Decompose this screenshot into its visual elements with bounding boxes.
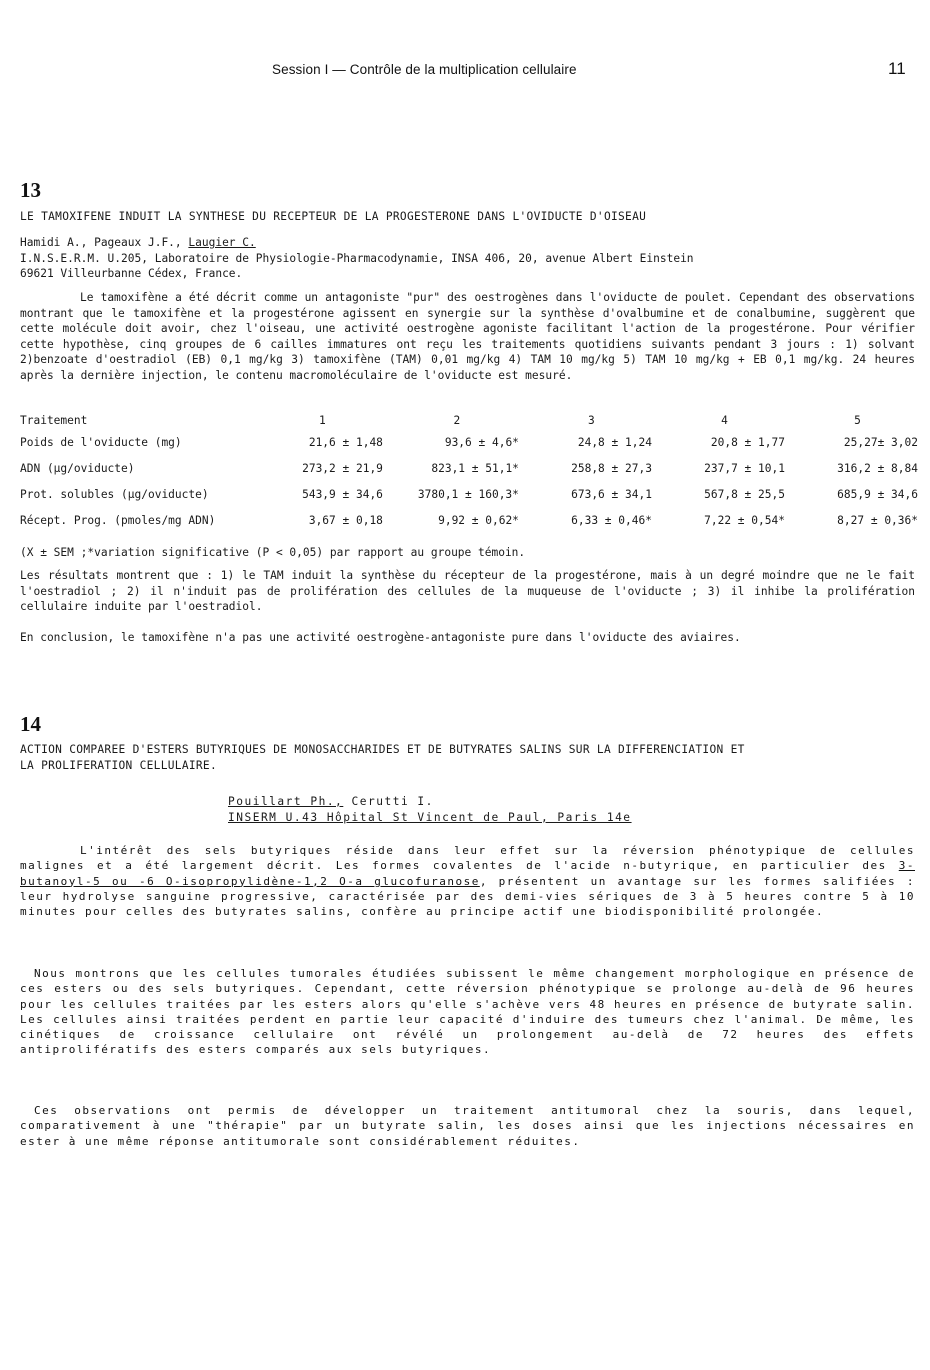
row-label: Poids de l'oviducte (mg) [20, 436, 182, 449]
table-cell: 685,9 ± 34,6 [837, 488, 918, 501]
abstract-paragraph [20, 966, 915, 1058]
table-cell: 8,27 ± 0,36* [837, 514, 918, 527]
table-cell: 20,8 ± 1,77 [710, 436, 785, 449]
running-title: Session I — Contrôle de la multiplication cellulaire [272, 62, 577, 77]
table-cell: 7,22 ± 0,54* [704, 514, 785, 527]
abstract-paragraph [20, 290, 915, 384]
abstract-number: 13 [20, 178, 41, 202]
treatment-group-header: 2 [453, 414, 461, 427]
table-header-label: Traitement [20, 414, 88, 427]
table-cell: 823,1 ± 51,1* [431, 462, 519, 475]
results-table [20, 414, 930, 540]
paragraph-text: Le tamoxifène a été décrit comme un antagoniste "pur" des oestrogènes dans l'oviducte de poulet. Cependant des observations montrant que le tamoxifène et la progestérone agissent en synergie sur la synthèse d'ovalbumine et de conalbumine, suggèrent que cette molécule doit avoir, chez l'oiseau, une activité oestrogène agoniste facilitant l'action de la progestérone. Pour vérifier cette hypothèse, cinq groupes de 6 cailles immatures ont reçu les traitements quotidiens suivants pendant 3 jours : 1) solvant 2)benzoate d'oestradiol (EB) 0,1 mg/kg 3) tamoxifène (TAM) 0,01 mg/kg 4) TAM 10 mg/kg 5) TAM 10 mg/kg + EB 0,1 mg/kg. 24 heures après la dernière injection, le contenu macromoléculaire de l'oviducte est mesuré. [20, 291, 915, 382]
table-cell: 3,67 ± 0,18 [308, 514, 383, 527]
table-cell: 6,33 ± 0,46* [571, 514, 652, 527]
paragraph-text: Ces observations ont permis de développer un traitement antitumoral chez la souris, dans lequel, comparativement à une "thérapie" par un butyrate salin, les doses ainsi que les injections nécessaires en ester à une même réponse antitumorale sont considérablement réduites. [20, 1104, 915, 1148]
table-row [20, 462, 930, 488]
treatment-group-header: 5 [854, 414, 861, 427]
affiliation-line-2: 69621 Villeurbanne Cédex, France. [20, 267, 243, 281]
table-cell: 258,8 ± 27,3 [571, 462, 652, 475]
table-header-row [20, 414, 930, 436]
table-cell: 21,6 ± 1,48 [308, 436, 383, 449]
table-cell: 543,9 ± 34,6 [302, 488, 383, 501]
affiliation-line-1: I.N.S.E.R.M. U.205, Laboratoire de Physiologie-Pharmacodynamie, INSA 406, 20, avenue Albert Einstein [20, 251, 694, 265]
compound-name: 3-butanoyl-5 ou -6 O-isopropylidène-1,2 O-a glucofuranose [20, 859, 915, 888]
table-cell: 673,6 ± 34,1 [571, 488, 652, 501]
abstract-authors [20, 235, 915, 282]
page-number: 11 [888, 59, 906, 78]
treatment-group-header: 3 [588, 414, 595, 427]
paragraph-text: Nous montrons que les cellules tumorales étudiées subissent le même changement morphologique en présence de ces esters ou des sels butyriques. Cependant, cette réversion phénotypique se prolonge au-delà de 96 heures pour les cellules traitées par les esters alors qu'elle s'achève vers 48 heures en présence de butyrate salin. Les cellules ainsi traitées perdent en partie leur capacité d'induire des tumeurs chez l'animal. De même, les cinétiques de croissance cellulaire ont révélé un prolongement au-delà de 72 heures des effets antiprolifératifs des esters comparés aux sels butyriques. [20, 967, 915, 1057]
title-line-1: ACTION COMPAREE D'ESTERS BUTYRIQUES DE MONOSACCHARIDES ET DE BUTYRATES SALINS SUR LA DIFFERENCIATION ET [20, 743, 745, 756]
page-header [0, 59, 930, 82]
authors-plain: Cerutti I. [343, 795, 434, 808]
abstract-paragraph [20, 843, 915, 919]
table-cell: 273,2 ± 21,9 [302, 462, 383, 475]
conclusion-paragraph: En conclusion, le tamoxifène n'a pas une activité oestrogène-antagoniste pure dans l'oviducte des aviaires. [20, 631, 741, 644]
abstract-title [20, 742, 915, 773]
table-cell: 316,2 ± 8,84 [837, 462, 918, 475]
table-row [20, 514, 930, 540]
paragraph-text: , présentent un avantage sur les formes salifiées : leur hydrolyse sanguine progressive, caractérisée par des demi-vies sériques de 3 à 5 heures contre 5 à 10 minutes pour celles des butyrates salins, confère au principe actif une biodisponibilité prolongée. [20, 874, 915, 919]
abstract-paragraph [20, 1103, 915, 1149]
table-cell: 567,8 ± 25,5 [704, 488, 785, 501]
row-label: ADN (µg/oviducte) [20, 462, 135, 475]
table-row [20, 436, 930, 462]
row-label: Récept. Prog. (pmoles/mg ADN) [20, 514, 216, 527]
table-legend: (X ± SEM ;*variation significative (P < 0,05) par rapport au groupe témoin. [20, 546, 526, 559]
authors-plain: Hamidi A., Pageaux J.F., [20, 236, 189, 249]
treatment-group-header: 1 [319, 414, 326, 427]
abstract-title: LE TAMOXIFENE INDUIT LA SYNTHESE DU RECEPTEUR DE LA PROGESTERONE DANS L'OVIDUCTE D'OISEAU [20, 210, 647, 223]
presenting-author: Laugier C. [188, 236, 256, 249]
affiliation: INSERM U.43 Hôpital St Vincent de Paul, Paris 14e [228, 810, 632, 824]
table-cell: 3780,1 ± 160,3* [417, 488, 519, 501]
presenting-author: Pouillart Ph., [228, 795, 344, 808]
row-label: Prot. solubles (µg/oviducte) [20, 488, 209, 501]
table-cell: 24,8 ± 1,24 [577, 436, 652, 449]
paragraph-text: L'intérêt des sels butyriques réside dans leur effet sur la réversion phénotypique de cellules malignes et a été largement décrit. Les formes covalentes de l'acide n-butyrique, en particulier des [20, 844, 915, 873]
table-cell: 9,92 ± 0,62* [438, 514, 519, 527]
abstract-number: 14 [20, 712, 41, 736]
table-cell: 237,7 ± 10,1 [704, 462, 785, 475]
table-cell: 93,6 ± 4,6* [444, 436, 519, 449]
abstract-authors [228, 794, 632, 825]
results-paragraph: Les résultats montrent que : 1) le TAM induit la synthèse du récepteur de la progestérone, mais à un degré moindre que ne le fait l'oestradiol ; 2) il n'induit pas de prolifération des cellules de la muqueuse de l'oviducte ; 3) il inhibe la prolifération cellulaire induite par l'oestradiol. [20, 569, 915, 614]
table-cell: 25,27± 3,02 [843, 436, 918, 449]
table-row [20, 488, 930, 514]
treatment-group-header: 4 [721, 414, 728, 427]
title-line-2: LA PROLIFERATION CELLULAIRE. [20, 758, 217, 772]
